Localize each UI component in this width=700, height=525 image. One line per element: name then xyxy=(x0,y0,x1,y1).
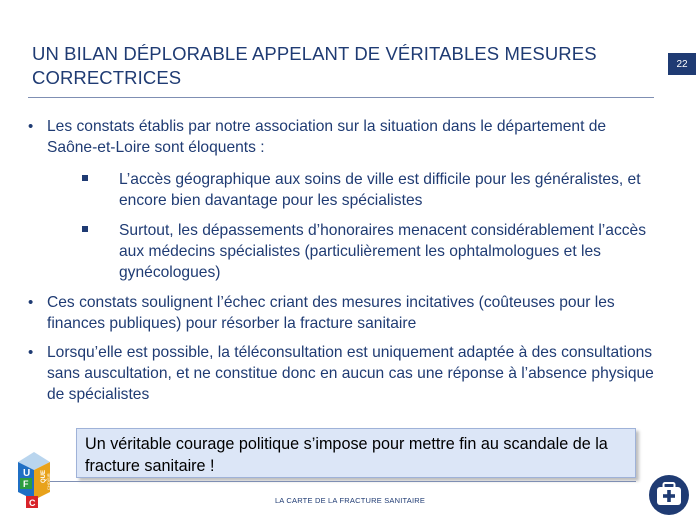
logo-letter: F xyxy=(23,479,29,489)
callout-box: Un véritable courage politique s’impose pour mettre fin au scandale de la fracture sanitaire ! xyxy=(76,428,636,478)
sub-bullet-text: L’accès géographique aux soins de ville est difficile pour les généralistes, et encore bien davantage pour les spécialistes xyxy=(119,171,641,209)
bullet-text: Les constats établis par notre association sur la situation dans le département de Saône-et-Loire sont éloquents : xyxy=(47,118,607,156)
footer-text: LA CARTE DE LA FRACTURE SANITAIRE xyxy=(274,496,426,505)
slide-title: UN BILAN DÉPLORABLE APPELANT DE VÉRITABLES MESURES CORRECTRICES xyxy=(32,43,597,88)
bullet-text: Ces constats soulignent l’échec criant des mesures incitatives (coûteuses pour les finances publiques) pour résorber la fracture sanitaire xyxy=(47,294,615,332)
logo-letter: C xyxy=(29,498,36,508)
bullet-mark: • xyxy=(28,118,34,135)
sub-bullet-item xyxy=(28,169,658,211)
slide-content xyxy=(28,116,658,413)
logo-letter: U xyxy=(23,468,31,479)
footer-divider xyxy=(50,481,636,482)
logo-letter: QUE xyxy=(41,469,47,483)
bullet-mark: • xyxy=(28,294,34,311)
sub-bullet-item xyxy=(28,220,658,283)
bullet-mark: • xyxy=(28,344,34,361)
medical-kit-icon xyxy=(648,474,690,516)
bullet-text: Lorsqu’elle est possible, la téléconsultation est uniquement adaptée à des consultations sans auscultation, et ne constitue donc en aucun cas une réponse à l’absence physique de spécialistes xyxy=(47,344,654,403)
square-bullet-mark xyxy=(82,226,88,232)
sub-bullet-text: Surtout, les dépassements d’honoraires menacent considérablement l’accès aux médecins spécialistes (particulièrement les ophtalmologues et les gynécologues) xyxy=(119,222,647,281)
bullet-item xyxy=(28,292,658,334)
bullet-item xyxy=(28,116,658,158)
logo-letter: CHOISIR xyxy=(46,473,51,490)
square-bullet-mark xyxy=(82,175,88,181)
bullet-item xyxy=(28,342,658,405)
page-number: 22 xyxy=(668,53,696,75)
ufc-que-choisir-logo xyxy=(14,448,56,514)
title-divider xyxy=(28,97,654,98)
